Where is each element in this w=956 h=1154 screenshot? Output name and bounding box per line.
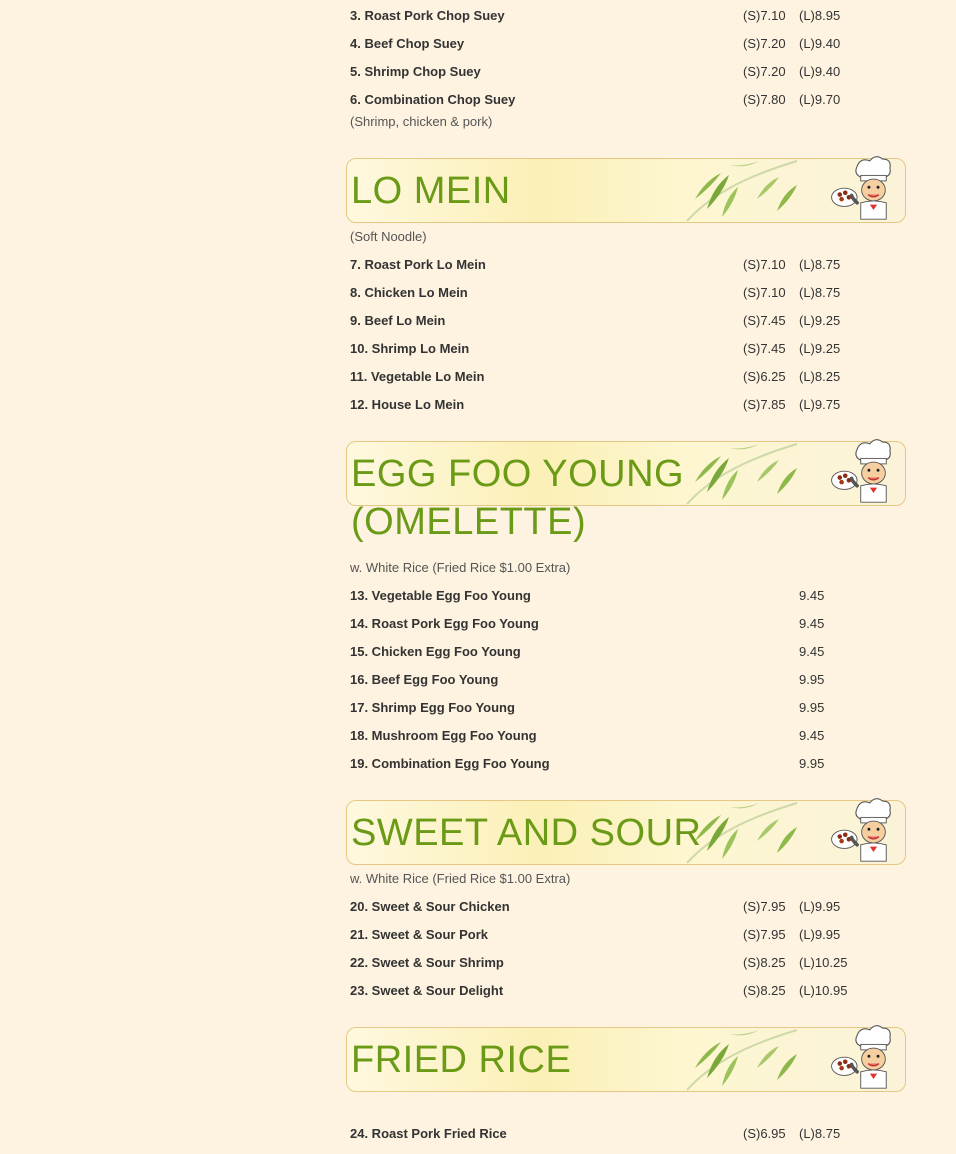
menu-item — [346, 64, 906, 92]
section-title: EGG FOO YOUNG — [351, 453, 685, 495]
small-price: (S)7.45 — [743, 341, 786, 356]
small-price: (S)7.85 — [743, 397, 786, 412]
menu-item — [346, 369, 906, 397]
small-price: (S)7.10 — [743, 285, 786, 300]
menu-item — [346, 616, 906, 644]
menu-item — [346, 700, 906, 728]
large-price: (L)8.75 — [799, 257, 841, 272]
item-name: 11. Vegetable Lo Mein — [350, 369, 485, 384]
lo-mein-list — [346, 257, 906, 425]
egg-foo-young-list — [346, 588, 906, 784]
menu-item — [346, 644, 906, 672]
small-price: (S)7.20 — [743, 36, 786, 51]
section-banner-egg-foo-young — [346, 441, 906, 543]
item-name: 19. Combination Egg Foo Young — [350, 756, 550, 771]
small-price: (S)7.20 — [743, 64, 786, 79]
item-name: 23. Sweet & Sour Delight — [350, 983, 504, 998]
item-name: 21. Sweet & Sour Pork — [350, 927, 488, 942]
small-price: (S)8.25 — [743, 983, 786, 998]
item-name: 24. Roast Pork Fried Rice — [350, 1126, 507, 1141]
item-name: 17. Shrimp Egg Foo Young — [350, 700, 515, 715]
item-name: 15. Chicken Egg Foo Young — [350, 644, 521, 659]
section-banner-fried-rice — [346, 1027, 906, 1092]
price: 9.95 — [799, 700, 825, 715]
large-price: (L)9.25 — [799, 341, 841, 356]
price: 9.45 — [799, 728, 825, 743]
small-price: (S)6.25 — [743, 369, 786, 384]
menu-item — [346, 285, 906, 313]
menu-item — [346, 397, 906, 425]
menu-item — [346, 313, 906, 341]
menu-item — [346, 955, 906, 983]
bamboo-icon — [667, 1028, 827, 1091]
large-price: (L)10.25 — [799, 955, 848, 970]
item-name: 3. Roast Pork Chop Suey — [350, 8, 505, 23]
small-price: (S)7.95 — [743, 927, 786, 942]
small-price: (S)7.45 — [743, 313, 786, 328]
large-price: (L)9.95 — [799, 899, 841, 914]
item-name: 4. Beef Chop Suey — [350, 36, 465, 51]
chef-icon — [817, 155, 899, 225]
small-price: (S)7.10 — [743, 8, 786, 23]
small-price: (S)6.95 — [743, 1126, 786, 1141]
chef-icon — [817, 797, 899, 867]
fried-rice-list — [346, 1126, 906, 1154]
chef-icon — [817, 1024, 899, 1094]
item-name: 13. Vegetable Egg Foo Young — [350, 588, 531, 603]
small-price: (S)7.80 — [743, 92, 786, 107]
item-name: 20. Sweet & Sour Chicken — [350, 899, 510, 914]
item-name: 6. Combination Chop Suey — [350, 92, 516, 107]
menu-item — [346, 983, 906, 1011]
section-title: FRIED RICE — [351, 1039, 572, 1081]
small-price: (S)7.95 — [743, 899, 786, 914]
large-price: (L)9.40 — [799, 64, 841, 79]
section-title-line2: (OMELETTE) — [351, 501, 587, 543]
menu-item — [346, 756, 906, 784]
chop-suey-list — [346, 8, 906, 129]
bamboo-icon — [667, 442, 827, 505]
price: 9.95 — [799, 756, 825, 771]
chef-icon — [817, 438, 899, 508]
large-price: (L)8.25 — [799, 369, 841, 384]
item-name: 8. Chicken Lo Mein — [350, 285, 468, 300]
price: 9.45 — [799, 616, 825, 631]
menu-item — [346, 672, 906, 700]
item-name: 5. Shrimp Chop Suey — [350, 64, 481, 79]
menu-item — [346, 8, 906, 36]
menu-item — [346, 1126, 906, 1154]
section-banner-sweet-and-sour — [346, 800, 906, 865]
large-price: (L)8.95 — [799, 8, 841, 23]
item-name: 16. Beef Egg Foo Young — [350, 672, 499, 687]
large-price: (L)9.75 — [799, 397, 841, 412]
item-name: 22. Sweet & Sour Shrimp — [350, 955, 504, 970]
menu-item — [346, 341, 906, 369]
item-name: 10. Shrimp Lo Mein — [350, 341, 470, 356]
price: 9.45 — [799, 588, 825, 603]
menu-item — [346, 257, 906, 285]
large-price: (L)8.75 — [799, 1126, 841, 1141]
item-description: (Shrimp, chicken & pork) — [350, 114, 493, 129]
section-title: LO MEIN — [351, 170, 511, 212]
section-banner-lo-mein — [346, 158, 906, 223]
large-price: (L)10.95 — [799, 983, 848, 998]
menu-item — [346, 728, 906, 756]
large-price: (L)9.25 — [799, 313, 841, 328]
price: 9.95 — [799, 672, 825, 687]
large-price: (L)9.40 — [799, 36, 841, 51]
section-note: (Soft Noodle) — [350, 229, 427, 244]
sweet-and-sour-list — [346, 899, 906, 1011]
section-note: w. White Rice (Fried Rice $1.00 Extra) — [350, 871, 571, 886]
small-price: (S)8.25 — [743, 955, 786, 970]
small-price: (S)7.10 — [743, 257, 786, 272]
bamboo-icon — [667, 159, 827, 222]
item-name: 9. Beef Lo Mein — [350, 313, 446, 328]
menu-item — [346, 927, 906, 955]
price: 9.45 — [799, 644, 825, 659]
large-price: (L)9.95 — [799, 927, 841, 942]
item-name: 12. House Lo Mein — [350, 397, 465, 412]
section-title: SWEET AND SOUR — [351, 812, 702, 854]
item-name: 14. Roast Pork Egg Foo Young — [350, 616, 539, 631]
large-price: (L)9.70 — [799, 92, 841, 107]
menu-item — [346, 899, 906, 927]
section-note: w. White Rice (Fried Rice $1.00 Extra) — [350, 560, 571, 575]
item-name: 18. Mushroom Egg Foo Young — [350, 728, 537, 743]
large-price: (L)8.75 — [799, 285, 841, 300]
menu-item — [346, 588, 906, 616]
menu-item — [346, 36, 906, 64]
item-name: 7. Roast Pork Lo Mein — [350, 257, 486, 272]
